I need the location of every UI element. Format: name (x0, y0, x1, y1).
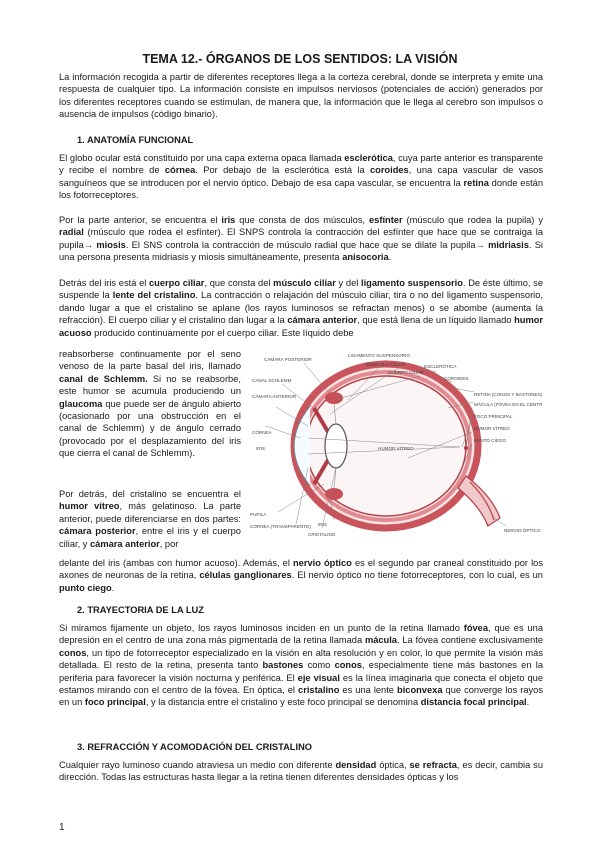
section-heading-2: 2. TRAYECTORIA DE LA LUZ (77, 605, 204, 615)
cristalino-shape (325, 424, 347, 468)
eye-diagram-svg (248, 348, 542, 544)
label-esclerotica: ESCLERÓTICA (424, 364, 457, 369)
label-cristalino: CRISTALINO (308, 532, 336, 537)
label-cuerpo-ciliar: CUERPO CILIAR (388, 370, 424, 375)
label-humor-vitreo-centro: HUMOR VÍTREO (378, 446, 414, 451)
paragraph-iris: Por la parte anterior, se encuentra el iris que consta de dos músculos, esfínter (músculo que rodea la pupila) y radial (músculo que rodea el esfínter). El SNPS controla la contracción del esfínter que hace que se contraiga la pupila→ miosis. El SNS controla la contracción de músculo radial que hace que se dilate la pupila→ midriasis. Si una persona presenta midriasis y miosis simultáneamente, presenta anisocoria. (59, 215, 543, 263)
paragraph-cuerpo-ciliar: Detrás del iris está el cuerpo ciliar, que consta del músculo ciliar y del ligamento suspensorio. De éste último, se suspende la lente del cristalino. La contracción o relajación del músculo ciliar, tira o no del ligamento suspensorio, dando lugar a que el cristalino se aplane (los rayos luminosos se refractan menos) o se abombe (aumenta la refracción). El cuerpo ciliar y el cristalino dan lugar a la cámara anterior, que está llena de un líquido llamado humor acuoso producido continuamente por el cuerpo ciliar. Este líquido debe (59, 278, 544, 338)
section-heading-3: 3. REFRACCIÓN Y ACOMODACIÓN DEL CRISTALINO (77, 742, 313, 752)
label-camara-anterior: CÁMARA ANTERIOR (252, 394, 297, 399)
eye-anatomy-diagram (248, 348, 542, 544)
paragraph-humor-vitreo: Por detrás, del cristalino se encuentra el humor vítreo, más gelatinoso. La parte anterior, puede diferenciarse en dos partes: cámara posterior, entre el iris y el cuerpo ciliar, y cámara anterior, por (59, 489, 241, 549)
label-foco: FOCO PRINCIPAL (474, 414, 513, 419)
ciliary-lower (325, 488, 343, 500)
page-number: 1 (59, 822, 65, 833)
label-coroides: COROIDES (444, 376, 469, 381)
label-nervio-optico: NERVIO ÓPTICO (504, 528, 541, 533)
label-ligamento: LIGAMENTO SUSPENSORIO (348, 353, 410, 358)
paragraph-nervio-optico: delante del iris (ambas con humor acuoso). Además, el nervio óptico es el segundo par craneal constituido por los axones de neuronas de la retina, células ganglionares. El nervio óptico no tiene fotorreceptores, con lo cual, es un punto ciego. (59, 558, 543, 593)
label-camara-posterior: CÁMARA POSTERIOR (264, 357, 312, 362)
label-pupila: PUPILA (250, 512, 267, 517)
label-iris-bottom: IRIS (318, 522, 327, 527)
label-retina: RETINA (CONOS Y BASTONES) (474, 392, 542, 397)
label-cornea-bottom: CÓRNEA (TRANSPARENTE) (250, 524, 311, 529)
ciliary-upper (325, 392, 343, 404)
paragraph-globo-ocular: El globo ocular está constituido por una capa externa opaca llamada esclerótica, cuya parte anterior es transparente y recibe el nombre de córnea. Por debajo de la esclerótica está la coroides, una capa vascular de vasos sanguíneos que se introducen por el nervio óptico. Debajo de esa capa vascular, se encuentra la retina donde están los fotorreceptores. (59, 153, 544, 201)
label-iris: IRIS (256, 446, 265, 451)
label-musculo-ciliar: MÚSCULO CILIAR (366, 362, 406, 367)
label-punto-ciego: PUNTO CIEGO (474, 438, 507, 443)
paragraph-refraccion: Cualquier rayo luminoso cuando atraviesa un medio con diferente densidad óptica, se refracta, es decir, cambia su dirección. Todas las estructuras hasta llegar a la retina tienen diferentes densidades ópticas y los (59, 760, 543, 783)
label-cornea: CÓRNEA (252, 430, 272, 435)
paragraph-canal-schlemm: reabsorberse continuamente por el seno venoso de la parte basal del iris, llamado canal de Schlemm. Si no se reabsorbe, este humor se acumula produciendo un glaucoma que puede ser de ángulo abierto (ocasionado por una obstrucción en el canal de Schlemm) y de ángulo cerrado (provocado por el desplazamiento del iris que cierra el canal de Schlemm). (59, 349, 241, 459)
label-macula: MÁCULA (FÓVEA EN EL CENTRO) (474, 402, 542, 407)
label-canal-schlemm: CANAL SCHLEMM (252, 378, 292, 383)
section-heading-1: 1. ANATOMÍA FUNCIONAL (77, 135, 194, 145)
page-title: TEMA 12.- ÓRGANOS DE LOS SENTIDOS: LA VISIÓN (142, 52, 458, 66)
label-humor-vitreo: HUMOR VÍTREO (474, 426, 510, 431)
paragraph-trayectoria: Si miramos fijamente un objeto, los rayos luminosos inciden en un punto de la retina llamado fóvea, que es una depresión en el centro de una zona más pigmentada de la retina llamada mácula. La fóvea contiene exclusivamente conos, un tipo de fotorreceptor especializado en la visión en alta resolución y en color, lo que permite la visión más detallada. El resto de la retina, presenta tanto bastones como conos, especialmente tiene más bastones en la periferia para favorecer la visión nocturna y periférica. El eje visual es la línea imaginaria que conecta el objeto que estamos mirando con el centro de la fóvea. En óptica, el cristalino es una lente biconvexa que converge los rayos en un foco principal, y la distancia entre el cristalino y este foco principal se denomina distancia focal principal. (59, 623, 543, 708)
intro-paragraph: La información recogida a partir de diferentes receptores llega a la corteza cerebral, donde se interpreta y emite una respuesta de cualquier tipo. La información consiste en impulsos nerviosos (potenciales de acción) generados por los diferentes receptores cuando se estimulan, de manera que, la información que le llega al cerebro son impulsos o ausencia de impulsos (código binario). (59, 72, 543, 120)
